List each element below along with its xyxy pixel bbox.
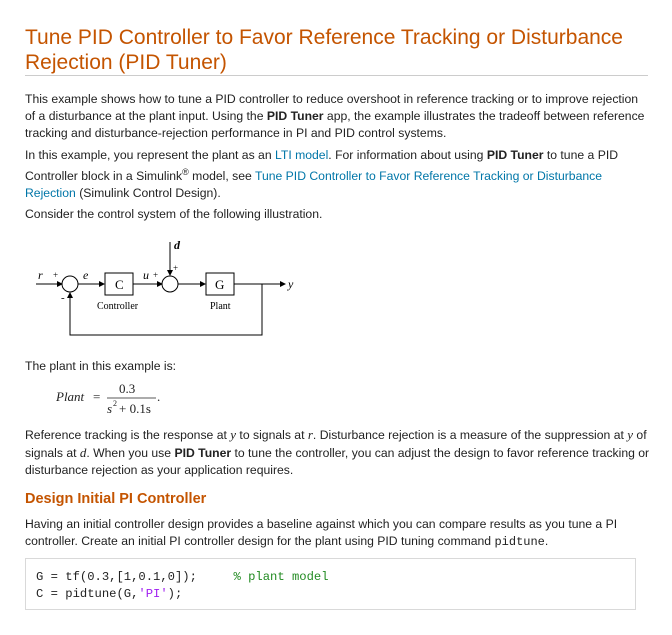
equation-numerator: 0.3: [119, 381, 136, 396]
initial-design-paragraph: [25, 516, 650, 551]
var-y-2: y: [627, 427, 634, 442]
code-line-1-code: G = tf(0.3,[1,0.1,0]);: [36, 570, 234, 584]
para5-text-4: of signals at: [25, 428, 647, 460]
page-title: Tune PID Controller to Favor Reference Tracking or Disturbance Rejection (PID Tuner): [25, 26, 623, 74]
equation-den-exp: 2: [113, 399, 117, 408]
registered-mark: ®: [182, 167, 189, 177]
controller-block-label: C: [115, 277, 124, 292]
intro-bold-pid-tuner: PID Tuner: [266, 109, 324, 123]
code-line-1: [36, 569, 635, 586]
para2-text-5: (Simulink Control Design).: [75, 186, 221, 201]
intro-paragraph: [25, 91, 650, 142]
y-label: y: [288, 277, 294, 291]
section-heading-design-initial-pi: Design Initial PI Controller: [25, 491, 207, 507]
plant-model-paragraph: [25, 147, 650, 202]
para5-text-5: . When you use: [86, 446, 175, 460]
intro-text-1: This example shows how to tune a PID controller to reduce overshoot in reference tracking or to improve rejection of a disturbance at the plant input. Using the: [25, 92, 639, 123]
plant-intro: The plant in this example is:: [25, 359, 177, 373]
para2-text-2: . For information about using: [328, 148, 487, 162]
var-r: r: [307, 427, 313, 442]
var-y-1: y: [230, 427, 237, 442]
plant-caption: Plant: [210, 301, 231, 312]
para5-bold-pid-tuner: PID Tuner: [174, 446, 232, 460]
equation-equals: =: [93, 389, 101, 404]
title-divider: [25, 75, 648, 76]
para2-text-1: In this example, you represent the plant as an: [25, 148, 275, 162]
para5-text-6: to tune the controller, you can adjust the design to favor reference tracking or disturbance rejection as your application requires.: [25, 446, 650, 477]
code-line-2-post: );: [167, 587, 183, 601]
equation-den-s: s: [107, 401, 113, 416]
plant-block-label: G: [215, 277, 225, 292]
r-label: r: [38, 268, 43, 282]
intro-text-2: app, the example illustrates the tradeoff between reference tracking and disturbance-rejection performance in PI and PID control systems.: [25, 109, 645, 140]
para2-text-4: model, see: [188, 169, 255, 184]
controller-caption: Controller: [97, 301, 139, 312]
para2-text-3: to tune a PID Controller block in a Simulink: [25, 148, 619, 184]
code-line-2-string: 'PI': [138, 587, 168, 601]
u-label: u: [143, 268, 149, 282]
lti-model-link[interactable]: LTI model: [275, 148, 329, 162]
code-line-2: [36, 586, 635, 603]
control-system-diagram: [30, 236, 320, 346]
simulink-example-link[interactable]: Tune PID Controller to Favor Reference Tracking or Disturbance Rejection: [25, 169, 603, 201]
para6-text-2: .: [544, 534, 549, 548]
var-d: d: [79, 445, 87, 460]
illustration-intro: Consider the control system of the following illustration.: [25, 207, 323, 221]
plus-sign-1: +: [53, 270, 59, 280]
summing-junction-1: [62, 276, 78, 292]
summing-junction-2: [162, 276, 178, 292]
para5-text-1: Reference tracking is the response at: [25, 428, 231, 442]
d-label: d: [174, 238, 180, 252]
e-label: e: [83, 268, 89, 282]
minus-sign-1: -: [61, 292, 65, 304]
equation-lhs: Plant: [56, 389, 85, 404]
para5-text-3: . Disturbance rejection is a measure of the suppression at: [312, 428, 628, 442]
plus-sign-3: +: [173, 263, 179, 273]
pidtune-inline-code: pidtune: [494, 535, 545, 549]
para2-bold-pid-tuner: PID Tuner: [486, 148, 544, 162]
para5-text-2: to signals at: [236, 428, 308, 442]
code-line-2-pre: C = pidtune(G,: [36, 587, 139, 601]
equation-den-rest: + 0.1s: [119, 401, 151, 416]
equation-period: .: [157, 389, 161, 404]
code-block[interactable]: [25, 558, 636, 610]
tracking-rejection-paragraph: [25, 426, 650, 479]
plant-equation: [56, 378, 256, 418]
para6-text-1: Having an initial controller design provides a baseline against which you can compare results as you tune a PI controller. Create an initial PI controller design for the plant using PID tuning command: [25, 517, 618, 548]
plus-sign-2: +: [153, 270, 159, 280]
code-line-1-comment: % plant model: [233, 570, 329, 584]
